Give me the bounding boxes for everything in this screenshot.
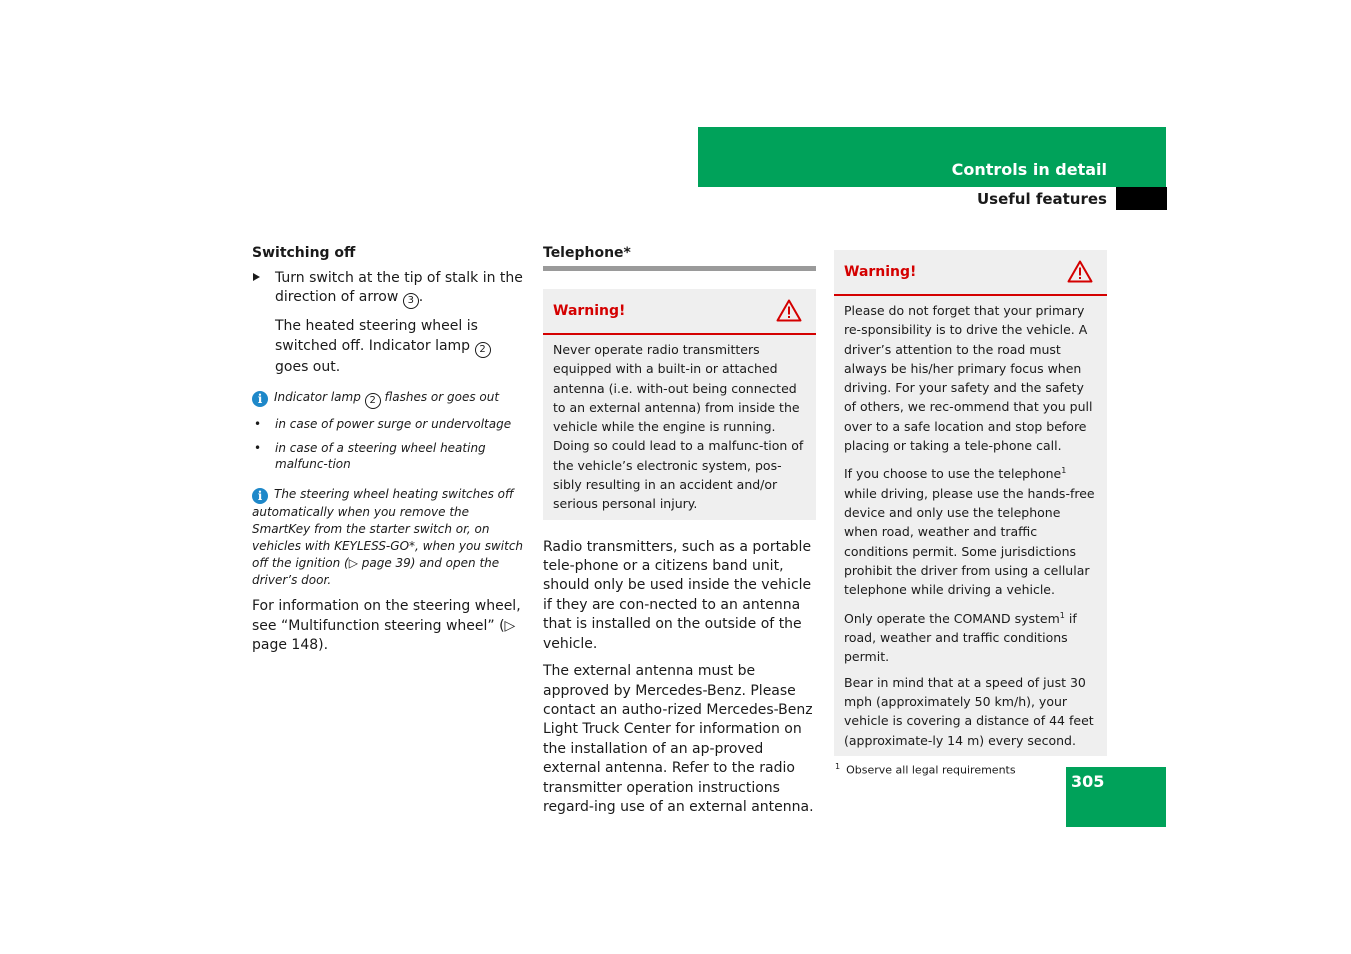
column-warning [834,250,1107,777]
page-number: 305 [1071,772,1105,791]
section-marker [1116,187,1167,210]
warning-paragraph: Please do not forget that your primary re-sponsibility is to drive the vehicle. A driver’s attention to the road must always be his/her primary focus when driving. For your safety and the safety of others, we rec-ommend that you pull over to a safe location and stop before placing or taking a tele-phone call. [844,303,1093,454]
paragraph: The external antenna must be approved by Mercedes-Benz. Please contact an autho-rized Mercedes-Benz Light Truck Center for information on the installation of an ap-proved external antenna. Refer to the radio transmitter operation instructions regard-ing use of an external antenna. [543,663,814,815]
section-title: Useful features [976,190,1107,208]
info-note: i Indicator lamp 2 flashes or goes out [252,389,528,409]
warning-triangle-icon [1067,260,1093,283]
warning-box [834,250,1107,756]
step-result: The heated steering wheel is switched off. Indicator lamp 2 goes out. [252,317,528,377]
callout-number-icon: 3 [403,293,419,309]
callout-number-icon: 2 [475,342,491,358]
warning-header [834,250,1107,296]
footnote: $^1$ Observe all legal requirements [835,761,1016,777]
page-number-tab [1066,767,1166,827]
warning-header [543,289,816,335]
footnote-ref: 1 [1059,610,1065,620]
callout-number-icon: 2 [365,393,381,409]
warning-paragraph: Only operate the COMAND system$^1$ if road, weather and traffic conditions permit. [844,610,1077,665]
info-note: i The steering wheel heating switches off automatically when you remove the SmartKey from the starter switch or, on vehicles with KEYLESS-GO*, when you switch off the ignition (▷ page 39) and open the driver’s door. [252,487,524,587]
header-band [698,127,1166,187]
warning-label: Warning! [844,264,917,280]
warning-label: Warning! [553,303,626,319]
heading-rule [543,266,816,271]
warning-text: Never operate radio transmitters equipped with a built-in or attached antenna (i.e. with-out being connected to an external antenna) from inside the vehicle while the engine is running. Doing so could lead to a malfunc-tion of the vehicle’s electronic system, pos-sibly resulting in an accident and/or serious personal injury. [553,342,804,512]
chapter-title: Controls in detail [951,160,1107,179]
bullet-icon: • [254,417,262,432]
instruction-step: Turn switch at the tip of stalk in the direction of arrow 3 . [252,269,528,309]
footnote-mark: 1 [835,761,841,771]
column-telephone [543,245,816,825]
bullet-icon: • [254,440,262,455]
step-arrow-icon [253,273,260,281]
column-switching-off [252,245,528,656]
warning-paragraph: If you choose to use the telephone$^1$ while driving, please use the hands-free device and only use the telephone when road, weather and traffic conditions permit. Some jurisdictions prohibit the driver from using a cellular telephone while driving a vehicle. [844,466,1095,598]
footnote-ref: 1 [1061,466,1067,476]
warning-box [543,289,816,520]
warning-text [834,296,1107,756]
warning-paragraph: Bear in mind that at a speed of just 30 mph (approximately 50 km/h), your vehicle is covering a distance of 44 feet (approximate-ly 14 m) every second. [844,674,1094,748]
paragraph: Radio transmitters, such as a portable tele-phone or a citizens band unit, should only be used inside the vehicle if they are con-nected to an antenna that is installed on the outside of the vehicle. [543,538,812,652]
heading-telephone: Telephone* [543,245,631,261]
warning-triangle-icon [776,299,802,322]
info-icon: i [252,488,268,504]
list-item: • in case of a steering wheel heating malfunc-tion [254,440,486,472]
heading-switching-off: Switching off [252,245,356,261]
list-item: • in case of power surge or undervoltage [254,417,512,432]
cross-reference-text: For information on the steering wheel, see “Multifunction steering wheel” (▷ page 148). [252,598,521,654]
info-icon: i [252,391,268,407]
